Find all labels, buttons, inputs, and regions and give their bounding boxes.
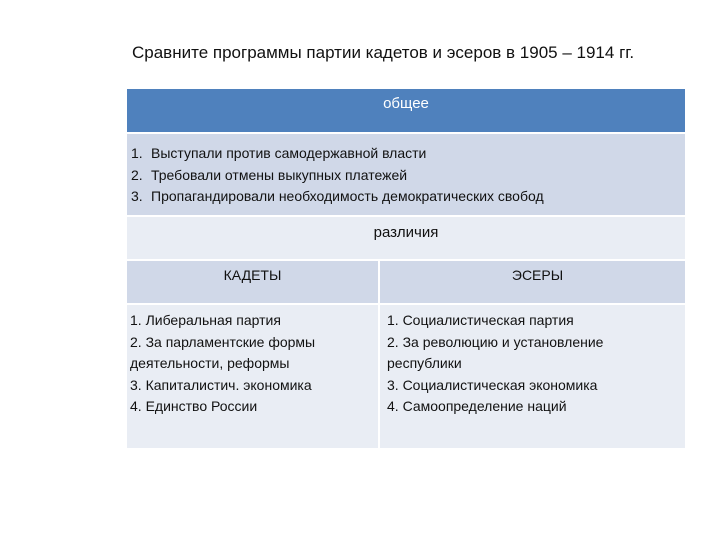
kadets-list [127,305,380,448]
differences-header: различия [373,224,439,241]
common-item-number: 3. [131,188,143,204]
kadets-line: 4. Единство России [130,398,258,414]
common-item-text: Пропагандировали необходимость демократических свобод [151,188,544,204]
party-headings-row [127,259,685,303]
common-list [127,132,685,215]
esers-line: 2. За революцию и установление [387,333,604,350]
esers-line: 4. Самоопределение наций [387,398,567,414]
common-item-text: Выступали против самодержавной власти [151,145,427,161]
kadets-line: 2. За парламентские формы [130,333,316,350]
common-item [131,143,685,165]
esers-heading: ЭСЕРЫ [511,267,564,283]
comparison-table [127,89,685,448]
kadets-line: деятельности, реформы [130,355,290,371]
kadets-heading: КАДЕТЫ [127,261,380,303]
esers-line: республики [387,355,462,371]
common-header: общее [383,95,429,112]
esers-line: 3. Социалистическая экономика [387,376,598,393]
common-header-row [127,89,685,132]
common-item [131,186,685,208]
kadets-line: 3. Капиталистич. экономика [130,376,312,393]
common-item-number: 2. [131,166,143,183]
esers-list [380,305,685,448]
common-item-text: Требовали отмены выкупных платежей [151,166,408,183]
common-item-number: 1. [131,145,143,161]
party-details-row [127,303,685,448]
differences-header-row [127,215,685,259]
esers-line: 1. Социалистическая партия [387,312,574,328]
common-item [131,165,685,187]
slide-title: Сравните программы партии кадетов и эсеров в 1905 – 1914 гг. [132,43,635,62]
kadets-line: 1. Либеральная партия [130,312,281,328]
